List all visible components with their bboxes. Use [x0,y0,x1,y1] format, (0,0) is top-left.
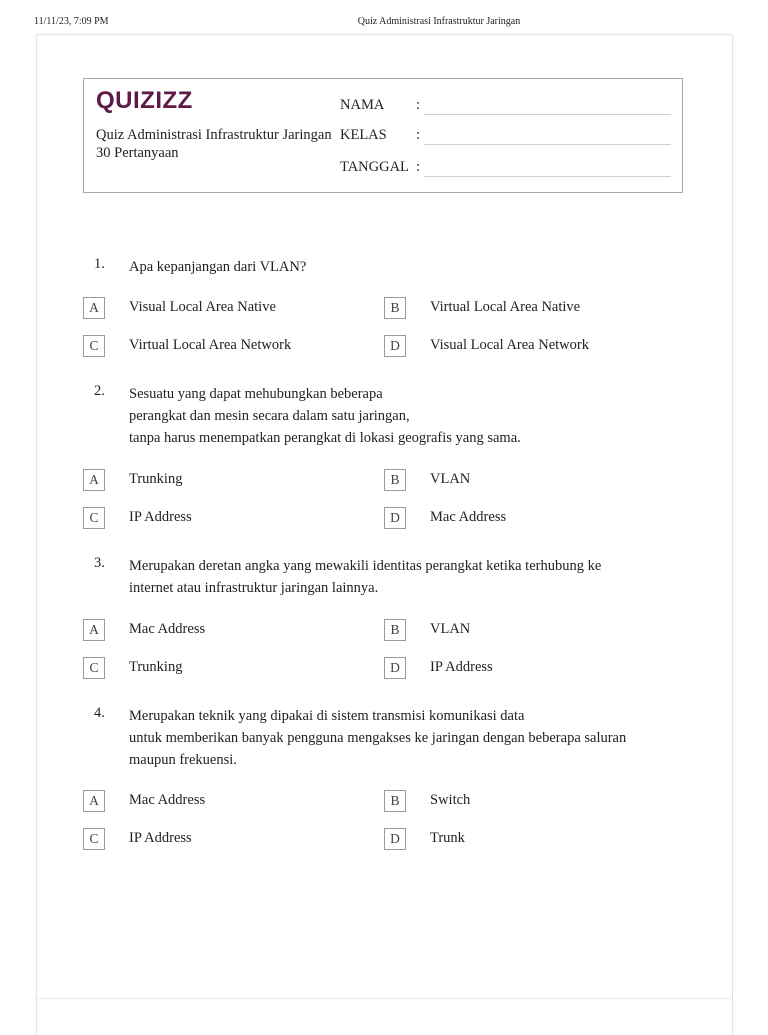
option-text: IP Address [129,830,192,846]
question-line: perangkat dan mesin secara dalam satu jaringan, [129,408,410,424]
question-text [129,256,689,278]
option-letter-box: C [83,335,105,357]
nama-label: NAMA [340,97,385,113]
option-text: Trunk [430,830,465,846]
question-number: 4. [94,705,105,721]
option-text: IP Address [430,659,493,675]
print-header [0,16,768,30]
quiz-info-box [83,78,683,193]
option-letter-box: A [83,469,105,491]
question-count: 30 Pertanyaan [96,145,179,161]
tanggal-label: TANGGAL [340,159,409,175]
tanggal-colon: : [416,159,421,175]
question-number: 3. [94,555,105,571]
question-number: 2. [94,383,105,399]
option-letter-box: B [384,469,406,491]
question-text [129,555,689,599]
option-text: Trunking [129,471,183,487]
nama-colon: : [416,97,421,113]
option-text: Trunking [129,659,183,675]
option-text: Mac Address [129,792,206,808]
option-text: Mac Address [129,621,206,637]
question-line: Sesuatu yang dapat mehubungkan beberapa [129,386,383,402]
print-date: 11/11/23, 7:09 PM [34,16,109,27]
option-text: Visual Local Area Network [430,337,589,353]
question-text [129,383,689,449]
option-letter-box: D [384,335,406,357]
question-line: maupun frekuensi. [129,752,237,768]
question-number: 1. [94,256,105,272]
option-letter-box: B [384,297,406,319]
option-letter-box: B [384,619,406,641]
option-letter-box: C [83,507,105,529]
option-text: VLAN [430,471,471,487]
question-line: Apa kepanjangan dari VLAN? [129,259,307,275]
option-letter-box: A [83,297,105,319]
option-text: IP Address [129,509,192,525]
option-text: Visual Local Area Native [129,299,276,315]
option-letter-box: D [384,507,406,529]
question-text [129,705,689,771]
option-letter-box: A [83,619,105,641]
option-letter-box: D [384,657,406,679]
question-line: untuk memberikan banyak pengguna mengakses ke jaringan dengan beberapa saluran [129,730,627,746]
option-text: Mac Address [430,509,507,525]
question-line: tanpa harus menempatkan perangkat di lokasi geografis yang sama. [129,430,521,446]
tanggal-blank-line [424,176,671,177]
quizizz-logo: QUIZIZZ [96,87,193,114]
option-letter-box: A [83,790,105,812]
kelas-label: KELAS [340,127,387,143]
kelas-blank-line [424,144,671,145]
option-letter-box: C [83,828,105,850]
print-title: Quiz Administrasi Infrastruktur Jaringan [357,16,521,27]
page-footer-divider [36,998,731,1003]
question-line: Merupakan teknik yang dipakai di sistem transmisi komunikasi data [129,708,525,724]
question-line: Merupakan deretan angka yang mewakili identitas perangkat ketika terhubung ke [129,558,602,574]
option-letter-box: C [83,657,105,679]
option-letter-box: D [384,828,406,850]
kelas-colon: : [416,127,421,143]
option-text: VLAN [430,621,471,637]
option-text: Virtual Local Area Network [129,337,292,353]
option-letter-box: B [384,790,406,812]
quiz-title: Quiz Administrasi Infrastruktur Jaringan [96,127,332,143]
nama-blank-line [424,114,671,115]
option-text: Switch [430,792,471,808]
question-line: internet atau infrastruktur jaringan lainnya. [129,580,379,596]
option-text: Virtual Local Area Native [430,299,581,315]
